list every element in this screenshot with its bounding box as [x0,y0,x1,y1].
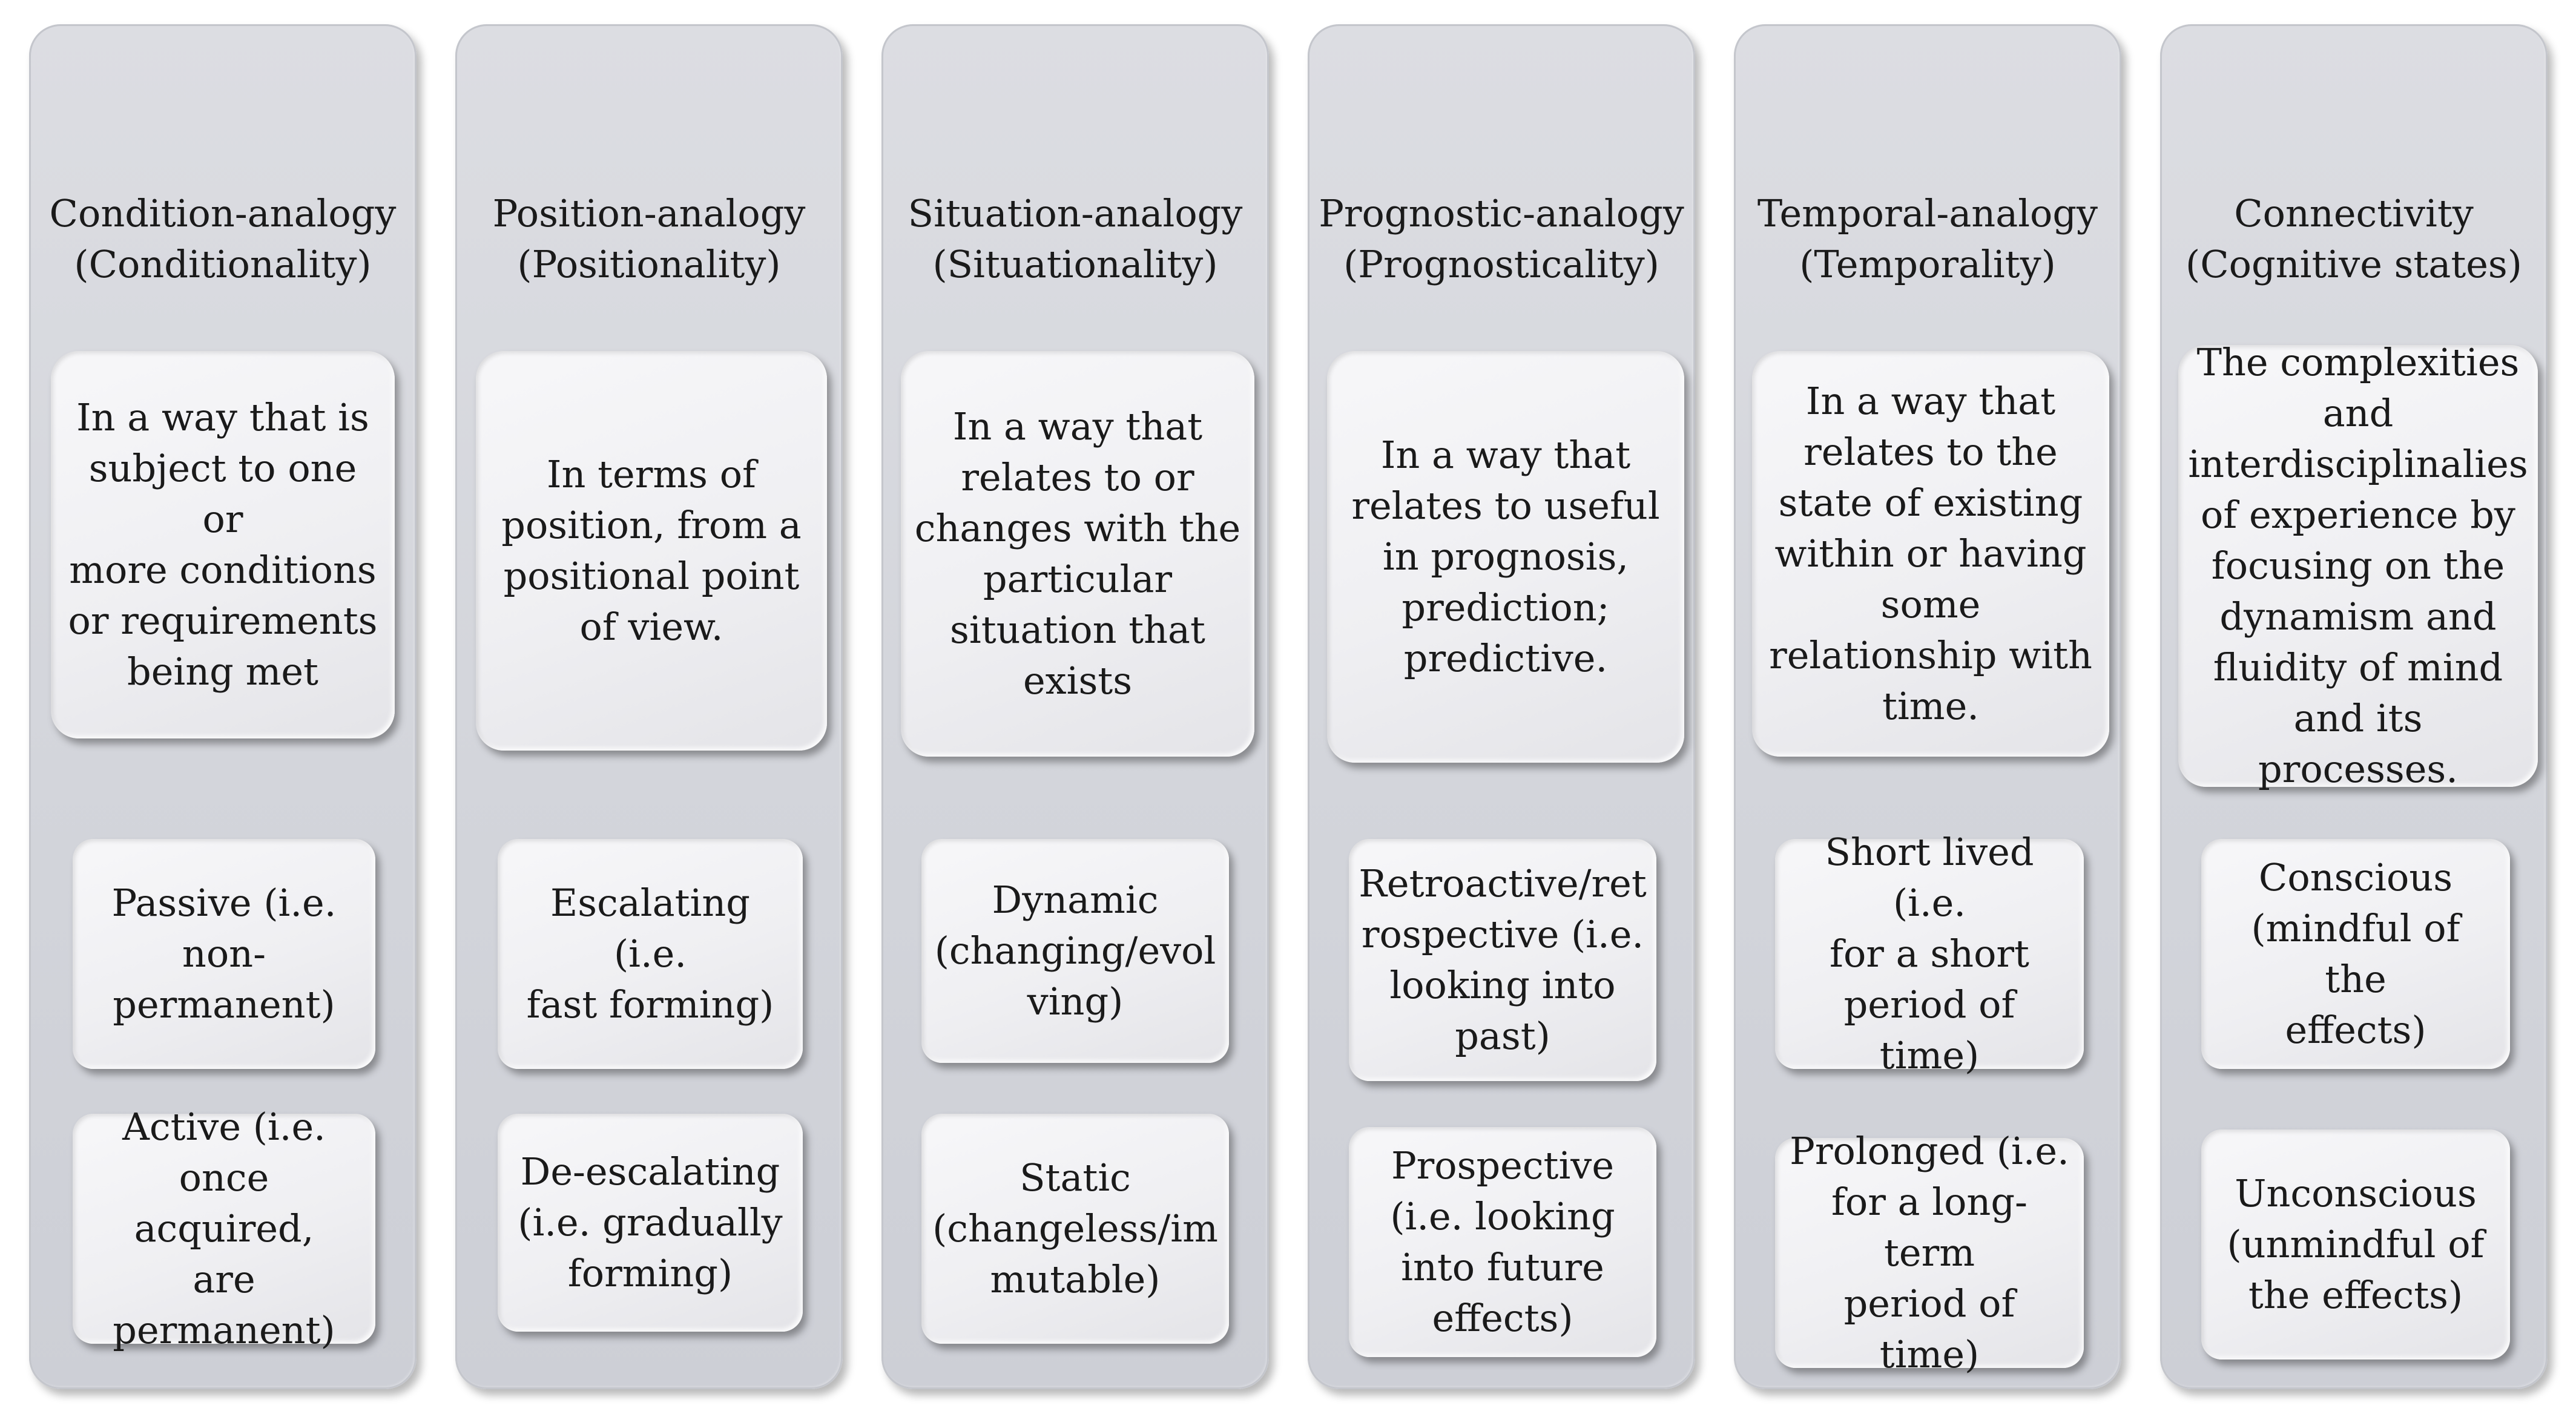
column-situationality [881,24,1269,1389]
description-box: The complexities and interdisciplinalies of experience by focusing on the dynamism and fluidity of mind and its processes. [2178,345,2538,787]
column-title: Condition-analogy (Conditionality) [49,191,397,286]
column-title: Connectivity (Cognitive states) [2186,191,2522,286]
option-box-first: Retroactive/ret rospective (i.e. looking into past) [1349,839,1656,1081]
column-connectivity [2160,24,2548,1389]
option-box-first: Dynamic (changing/evol ving) [921,839,1229,1063]
description-box: In a way that relates to the state of existing within or having some relationship with time. [1752,351,2109,757]
column-title: Temporal-analogy (Temporality) [1757,191,2098,286]
column-title: Position-analogy (Positionality) [492,191,806,286]
column-title: Situation-analogy (Situationality) [908,191,1243,286]
column-positionality [455,24,843,1389]
option-box-second: Prospective (i.e. looking into future effects) [1349,1127,1656,1357]
description-box: In a way that is subject to one or more conditions or requirements being met [51,351,395,738]
column-conditionality [29,24,417,1389]
option-box-second: Active (i.e. once acquired, are permanent) [73,1114,375,1344]
option-box-first: Short lived (i.e. for a short period of time) [1775,839,2084,1069]
column-temporality [1734,24,2121,1389]
column-prognosticality [1308,24,1695,1389]
option-box-first: Escalating (i.e. fast forming) [498,839,803,1069]
description-box: In a way that relates to useful in prognosis, prediction; predictive. [1327,351,1684,763]
description-box: In a way that relates to or changes with the particular situation that exists [901,351,1254,757]
column-title: Prognostic-analogy (Prognosticality) [1319,191,1684,286]
option-box-first: Passive (i.e. non- permanent) [73,839,375,1069]
option-box-first: Conscious (mindful of the effects) [2201,839,2510,1069]
option-box-second: De-escalating (i.e. gradually forming) [498,1114,803,1332]
option-box-second: Prolonged (i.e. for a long-term period of time) [1775,1138,2084,1368]
description-box: In terms of position, from a positional point of view. [476,351,827,751]
option-box-second: Static (changeless/im mutable) [921,1114,1229,1344]
option-box-second: Unconscious (unmindful of the effects) [2201,1129,2510,1359]
